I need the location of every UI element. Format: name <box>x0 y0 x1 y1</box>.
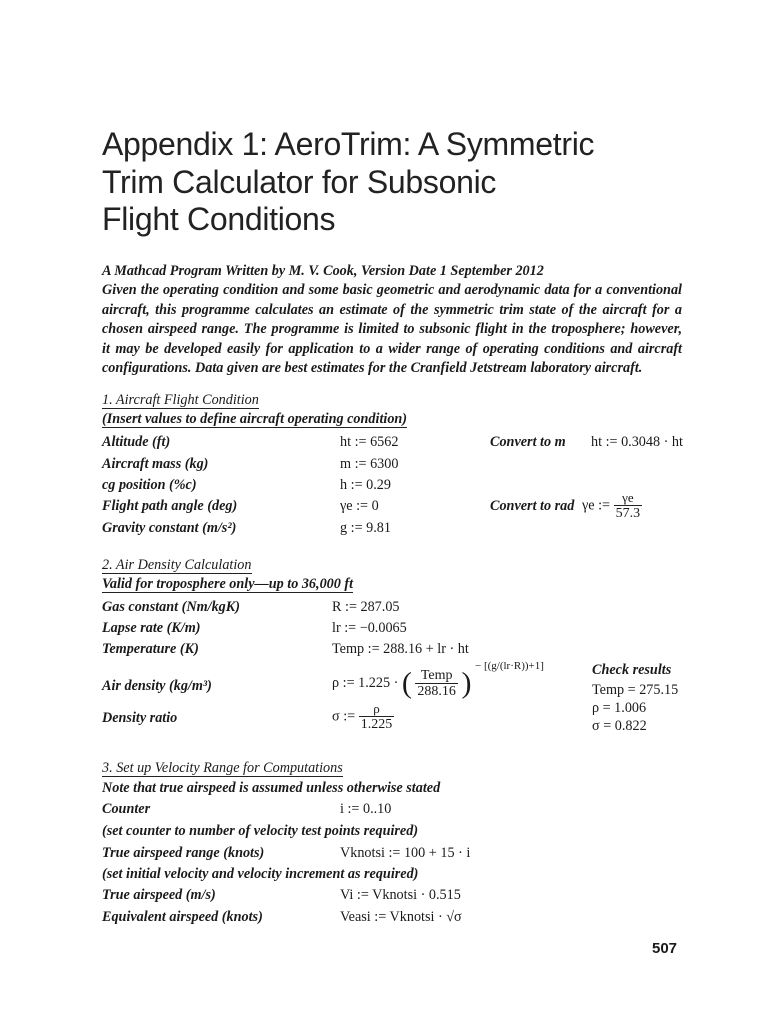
field-label: Equivalent airspeed (knots) <box>102 909 263 925</box>
check-result-value: σ = 0.822 <box>592 718 647 734</box>
intro-line: Given the operating condition and some basic geometric and aerodynamic data for a conventional <box>102 282 682 299</box>
field-expression: R := 287.05 <box>332 599 400 615</box>
ratio-lhs: σ := <box>332 708 356 725</box>
fraction-denominator: 57.3 <box>615 506 641 521</box>
section-note: Note that true airspeed is assumed unless otherwise stated <box>102 780 441 796</box>
section-note: (set counter to number of velocity test points required) <box>102 823 419 839</box>
paren-close: ) <box>461 666 472 700</box>
intro-line: it may be developed easily for application to a wider range of operating conditions and aircraft <box>102 340 682 357</box>
field-expression: γe := 0 <box>340 498 379 514</box>
ratio-expression <box>332 701 394 733</box>
field-expression: h := 0.29 <box>340 477 391 493</box>
field-expression: Vknotsi := 100 + 15 · i <box>340 845 471 861</box>
title-line: Trim Calculator for Subsonic <box>102 163 497 200</box>
field-label: Air density (kg/m³) <box>102 678 212 694</box>
field-label: Altitude (ft) <box>102 434 171 450</box>
field-label: Temperature (K) <box>102 641 199 657</box>
field-label: cg position (%c) <box>102 477 197 493</box>
intro-paragraph <box>102 262 682 378</box>
field-label: Gravity constant (m/s²) <box>102 520 237 536</box>
section-subheading: Valid for troposphere only—up to 36,000 ft <box>102 576 354 592</box>
check-result-value: Temp = 275.15 <box>592 682 679 698</box>
page-number: 507 <box>652 940 678 957</box>
fraction-denominator: 1.225 <box>360 717 393 732</box>
field-expression: lr := −0.0065 <box>332 620 407 636</box>
field-expression: i := 0..10 <box>340 801 392 817</box>
field-label: Gas constant (Nm/kgK) <box>102 599 240 615</box>
field-expression: Veasi := Vknotsi · √σ <box>340 909 462 925</box>
section-note: (set initial velocity and velocity increment as required) <box>102 866 419 882</box>
field-expression: Temp := 288.16 + lr · ht <box>332 641 469 657</box>
density-fraction <box>415 668 458 700</box>
convert-expression: ht := 0.3048 · ht <box>591 434 683 450</box>
intro-line: A Mathcad Program Written by M. V. Cook, Version Date 1 September 2012 <box>102 263 544 279</box>
fraction-numerator: ρ <box>359 701 395 717</box>
field-label: Lapse rate (K/m) <box>102 620 201 636</box>
check-results-heading: Check results <box>592 662 672 678</box>
field-label: True airspeed (m/s) <box>102 887 216 903</box>
section-subheading: (Insert values to define aircraft operating condition) <box>102 411 408 427</box>
fraction-numerator: Temp <box>415 668 458 684</box>
convert-rad-fraction <box>614 490 643 522</box>
field-label: Aircraft mass (kg) <box>102 456 209 472</box>
convert-rad-expression <box>582 490 642 522</box>
intro-line: chosen airspeed range. The programme is limited to subsonic flight in the troposphere; however, <box>102 321 682 338</box>
convert-rad-lhs: γe := <box>582 497 611 514</box>
field-label: Density ratio <box>102 710 178 726</box>
fraction-numerator: γe <box>614 490 643 506</box>
section-heading: 1. Aircraft Flight Condition <box>102 392 259 408</box>
field-label: True airspeed range (knots) <box>102 845 265 861</box>
fraction-denominator: 288.16 <box>417 683 456 699</box>
intro-line: configurations. Data given are best estimates for the Cranfield Jetstream laboratory aircraft. <box>102 360 643 377</box>
field-expression: g := 9.81 <box>340 520 391 536</box>
density-exponent: − [(g/(lr·R))+1] <box>475 660 544 672</box>
ratio-fraction <box>359 701 395 733</box>
convert-label: Convert to rad <box>490 498 575 514</box>
section-heading: 3. Set up Velocity Range for Computations <box>102 760 343 776</box>
section-heading: 2. Air Density Calculation <box>102 557 252 573</box>
intro-line: aircraft, this programme calculates an estimate of the symmetric trim state of the aircraft for a <box>102 301 682 318</box>
field-expression: ht := 6562 <box>340 434 399 450</box>
title-line: Appendix 1: AeroTrim: A Symmetric <box>102 126 595 162</box>
check-result-value: ρ = 1.006 <box>592 700 647 716</box>
field-expression: Vi := Vknotsi · 0.515 <box>340 887 461 903</box>
density-lhs: ρ := 1.225 · <box>332 675 399 692</box>
field-label: Counter <box>102 801 151 817</box>
convert-label: Convert to m <box>490 434 566 450</box>
density-expression <box>332 660 544 701</box>
field-expression: m := 6300 <box>340 456 399 472</box>
paren-open: ( <box>401 666 412 700</box>
field-label: Flight path angle (deg) <box>102 498 238 514</box>
page-title <box>102 126 662 239</box>
title-line: Flight Conditions <box>102 201 336 237</box>
